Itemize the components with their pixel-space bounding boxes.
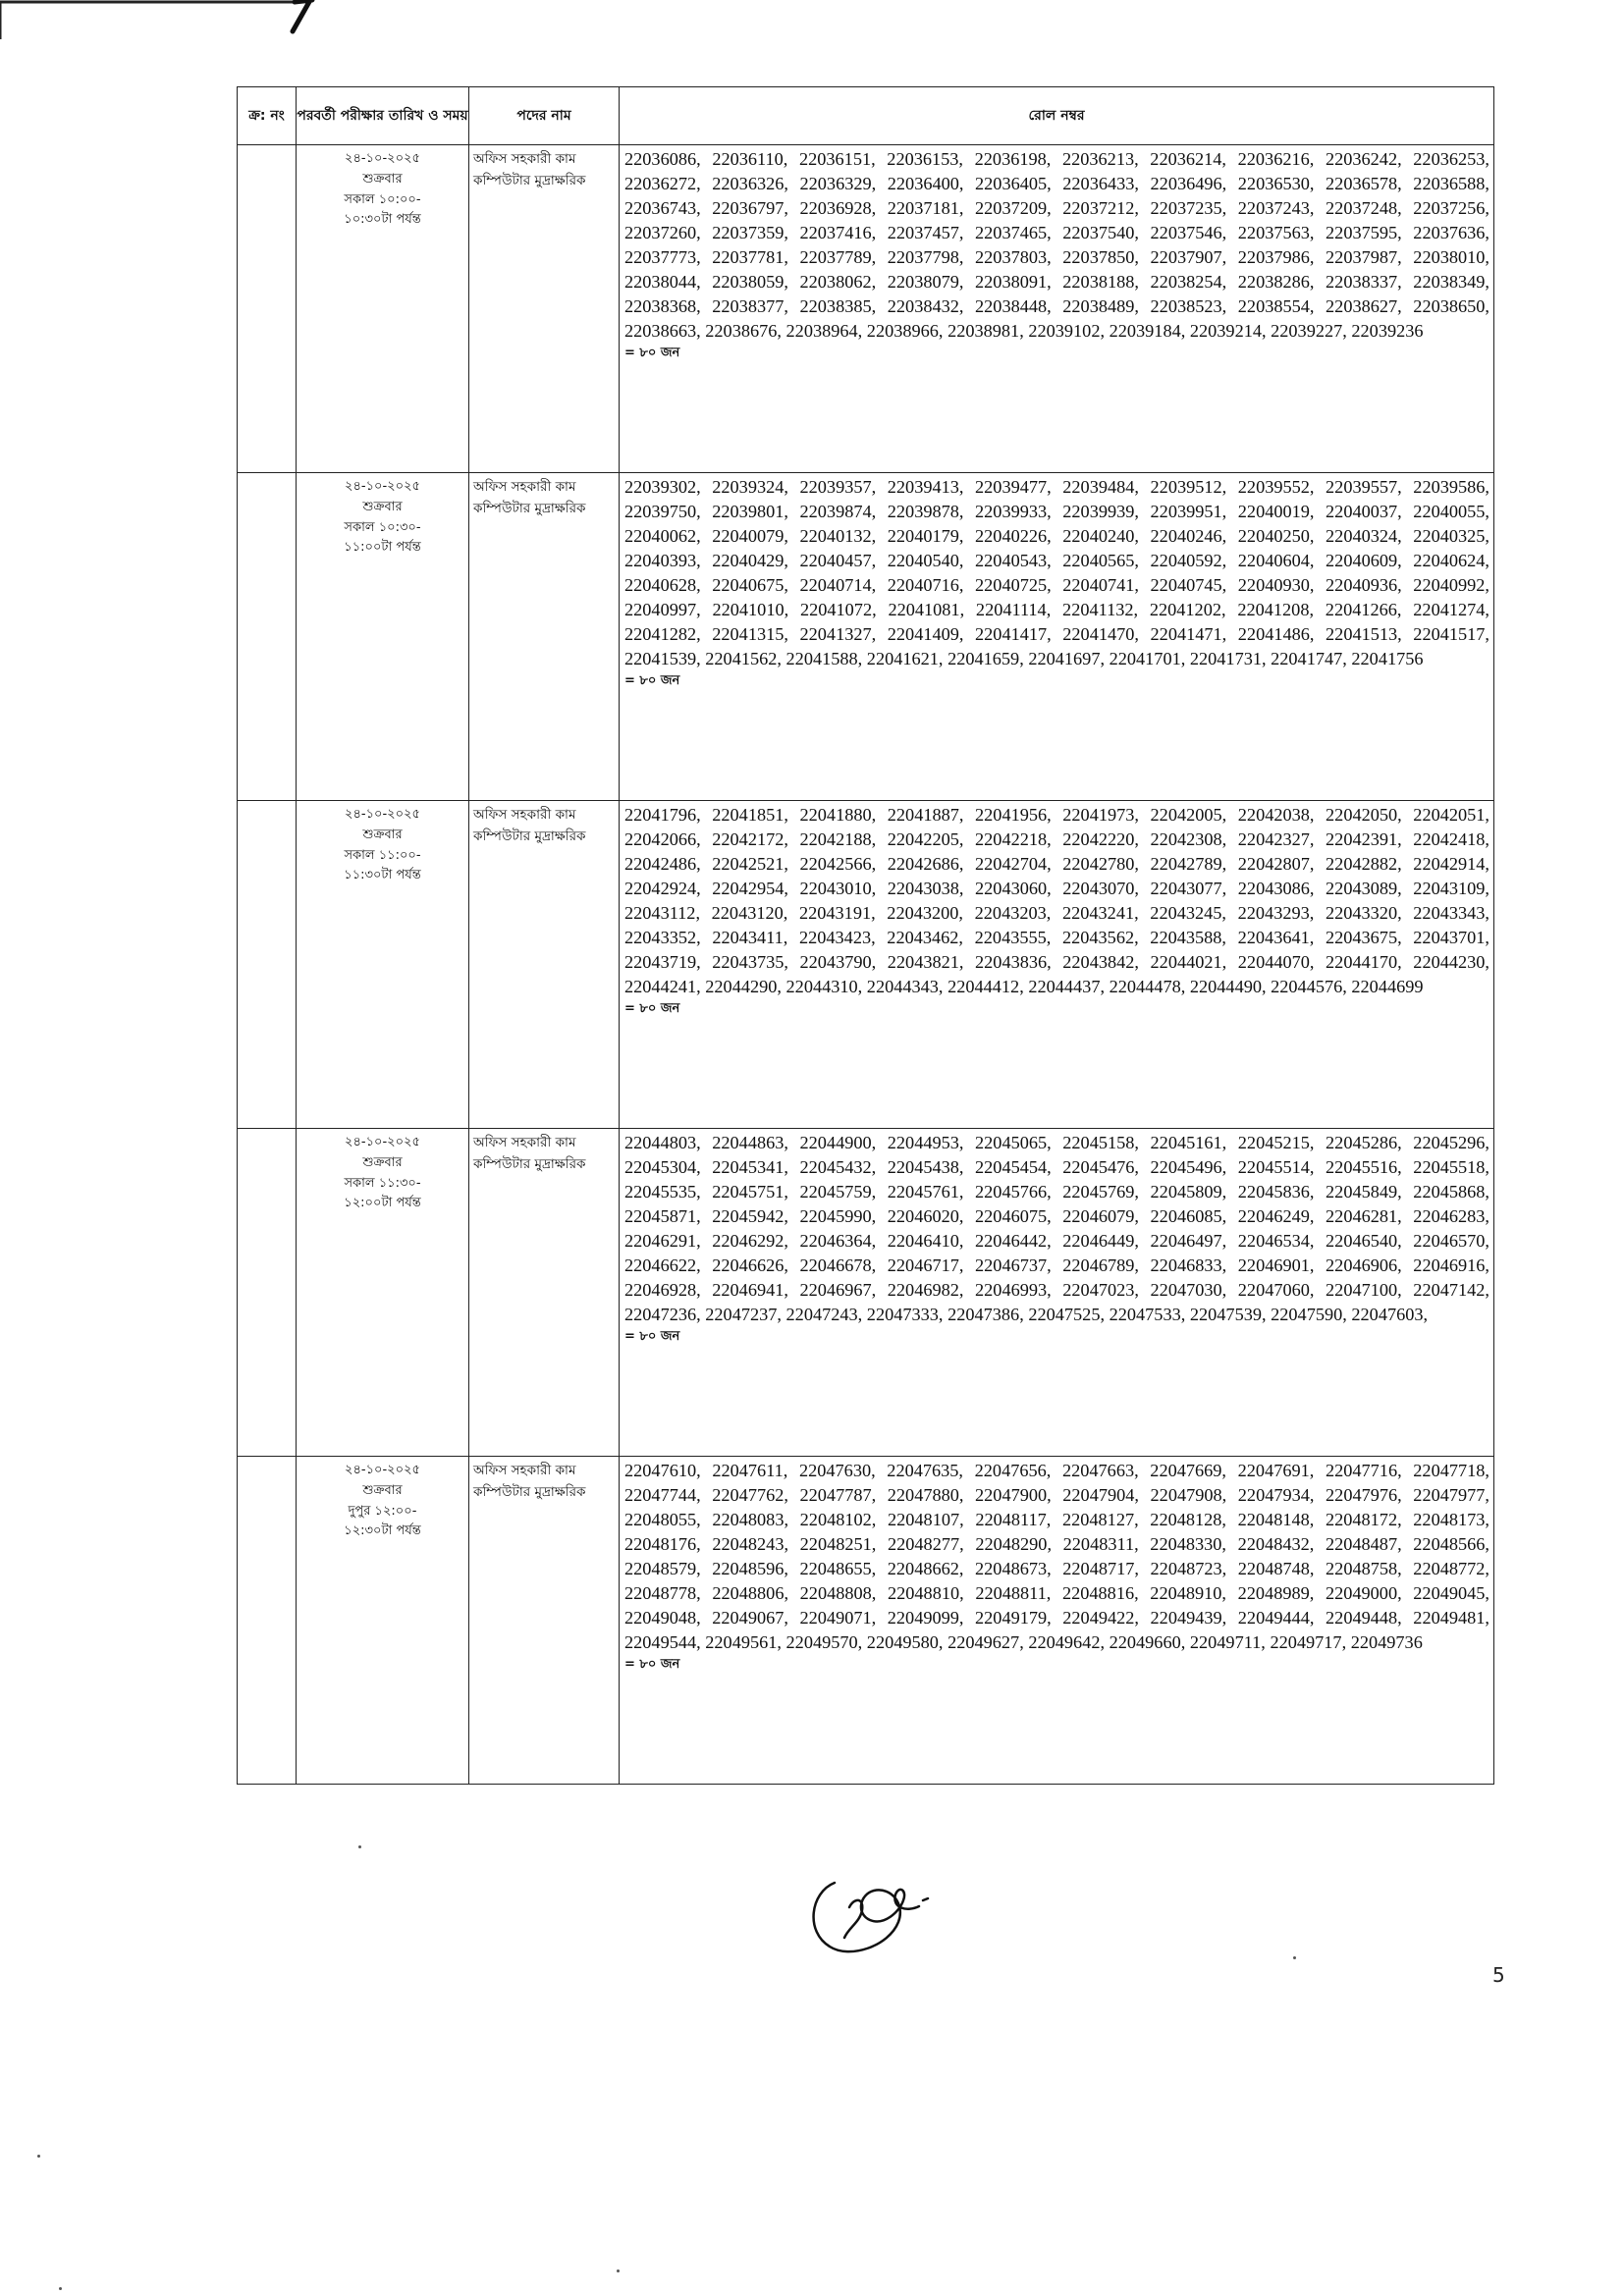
serial-cell (238, 473, 297, 801)
exam-time-end: ১২:৩০টা পর্যন্ত (344, 1523, 421, 1539)
roll-number-list: 22041796, 22041851, 22041880, 22041887, 22041956, 22041973, 22042005, 22042038, 22042050, 22042051, 22042066, 22042172, 22042188, 22042205, 22042218, 22042220, 22042308, 22042327, 22042391, 22042418, 22042486, 22042521, 22042566, 22042686, 22042704, 22042780, 22042789, 22042807, 22042882, 22042914, 22042924, 22042954, 22043010, 22043038, 22043060, 22043070, 22043077, 22043086, 22043089, 22043109, 22043112, 22043120, 22043191, 22043200, 22043203, 22043241, 22043245, 22043293, 22043320, 22043343, 22043352, 22043411, 22043423, 22043462, 22043555, 22043562, 22043588, 22043641, 22043675, 22043701, 22043719, 22043735, 22043790, 22043821, 22043836, 22043842, 22044021, 22044070, 22044170, 22044230, 22044241, 22044290, 22044310, 22044343, 22044412, 22044437, 22044478, 22044490, 22044576, 22044699 (624, 805, 1489, 996)
header-roll-numbers: রোল নম্বর (620, 87, 1494, 145)
serial-cell (238, 801, 297, 1129)
date-time-cell (297, 1129, 469, 1457)
exam-day: শুক্রবার (362, 827, 403, 842)
exam-day: শুক্রবার (362, 499, 403, 514)
scan-speck (617, 2269, 620, 2272)
scan-speck (37, 2155, 40, 2158)
header-post-name: পদের নাম (469, 87, 620, 145)
exam-time-start: সকাল ১০:০০- (344, 191, 421, 207)
candidate-total: = ৮০ জন (624, 1329, 680, 1344)
exam-date: ২৪-১০-২০২৫ (345, 1135, 420, 1149)
post-name-cell: অফিস সহকারী কাম কম্পিউটার মুদ্রাক্ষরিক (469, 1129, 620, 1457)
exam-time-end: ১১:০০টা পর্যন্ত (344, 540, 421, 556)
roll-numbers-cell (620, 145, 1494, 473)
exam-time-end: ১০:৩০টা পর্যন্ত (344, 212, 421, 228)
table-row (238, 473, 1494, 801)
table-row (238, 1457, 1494, 1785)
date-time-cell (297, 473, 469, 801)
scan-corner-mark (0, 0, 324, 39)
header-date-time: পরবর্তী পরীক্ষার তারিখ ও সময় (297, 87, 469, 145)
scan-speck (358, 1845, 361, 1848)
scan-speck (59, 2287, 62, 2290)
exam-time-start: দুপুর ১২:০০- (348, 1503, 417, 1519)
exam-time-end: ১১:৩০টা পর্যন্ত (344, 868, 421, 883)
exam-day: শুক্রবার (362, 1482, 403, 1498)
candidate-total: = ৮০ জন (624, 1001, 680, 1016)
roll-numbers-cell (620, 801, 1494, 1129)
candidate-total: = ৮০ জন (624, 346, 680, 360)
exam-time-start: সকাল ১১:৩০- (344, 1175, 421, 1191)
roll-number-list: 22044803, 22044863, 22044900, 22044953, 22045065, 22045158, 22045161, 22045215, 22045286, 22045296, 22045304, 22045341, 22045432, 22045438, 22045454, 22045476, 22045496, 22045514, 22045516, 22045518, 22045535, 22045751, 22045759, 22045761, 22045766, 22045769, 22045809, 22045836, 22045849, 22045868, 22045871, 22045942, 22045990, 22046020, 22046075, 22046079, 22046085, 22046249, 22046281, 22046283, 22046291, 22046292, 22046364, 22046410, 22046442, 22046449, 22046497, 22046534, 22046540, 22046570, 22046622, 22046626, 22046678, 22046717, 22046737, 22046789, 22046833, 22046901, 22046906, 22046916, 22046928, 22046941, 22046967, 22046982, 22046993, 22047023, 22047030, 22047060, 22047100, 22047142, 22047236, 22047237, 22047243, 22047333, 22047386, 22047525, 22047533, 22047539, 22047590, 22047603, (624, 1133, 1489, 1324)
exam-time-end: ১২:০০টা পর্যন্ত (344, 1196, 421, 1211)
post-name-cell: অফিস সহকারী কাম কম্পিউটার মুদ্রাক্ষরিক (469, 473, 620, 801)
exam-schedule-table (237, 86, 1494, 1785)
date-time-cell (297, 145, 469, 473)
exam-date: ২৪-১০-২০২৫ (345, 1463, 420, 1477)
signature (805, 1853, 962, 1961)
serial-cell (238, 145, 297, 473)
serial-cell (238, 1457, 297, 1785)
roll-numbers-cell (620, 1457, 1494, 1785)
post-name-cell: অফিস সহকারী কাম কম্পিউটার মুদ্রাক্ষরিক (469, 801, 620, 1129)
table-header-row (238, 87, 1494, 145)
roll-numbers-cell (620, 1129, 1494, 1457)
exam-day: শুক্রবার (362, 1154, 403, 1170)
roll-number-list: 22039302, 22039324, 22039357, 22039413, 22039477, 22039484, 22039512, 22039552, 22039557, 22039586, 22039750, 22039801, 22039874, 22039878, 22039933, 22039939, 22039951, 22040019, 22040037, 22040055, 22040062, 22040079, 22040132, 22040179, 22040226, 22040240, 22040246, 22040250, 22040324, 22040325, 22040393, 22040429, 22040457, 22040540, 22040543, 22040565, 22040592, 22040604, 22040609, 22040624, 22040628, 22040675, 22040714, 22040716, 22040725, 22040741, 22040745, 22040930, 22040936, 22040992, 22040997, 22041010, 22041072, 22041081, 22041114, 22041132, 22041202, 22041208, 22041266, 22041274, 22041282, 22041315, 22041327, 22041409, 22041417, 22041470, 22041471, 22041486, 22041513, 22041517, 22041539, 22041562, 22041588, 22041621, 22041659, 22041697, 22041701, 22041731, 22041747, 22041756 (624, 477, 1489, 668)
candidate-total: = ৮০ জন (624, 673, 680, 688)
exam-date: ২৪-১০-২০২৫ (345, 807, 420, 822)
scan-speck (1293, 1956, 1296, 1959)
table-row (238, 1129, 1494, 1457)
roll-number-list: 22036086, 22036110, 22036151, 22036153, 22036198, 22036213, 22036214, 22036216, 22036242, 22036253, 22036272, 22036326, 22036329, 22036400, 22036405, 22036433, 22036496, 22036530, 22036578, 22036588, 22036743, 22036797, 22036928, 22037181, 22037209, 22037212, 22037235, 22037243, 22037248, 22037256, 22037260, 22037359, 22037416, 22037457, 22037465, 22037540, 22037546, 22037563, 22037595, 22037636, 22037773, 22037781, 22037789, 22037798, 22037803, 22037850, 22037907, 22037986, 22037987, 22038010, 22038044, 22038059, 22038062, 22038079, 22038091, 22038188, 22038254, 22038286, 22038337, 22038349, 22038368, 22038377, 22038385, 22038432, 22038448, 22038489, 22038523, 22038554, 22038627, 22038650, 22038663, 22038676, 22038964, 22038966, 22038981, 22039102, 22039184, 22039214, 22039227, 22039236 (624, 149, 1489, 341)
exam-date: ২৪-১০-২০২৫ (345, 151, 420, 166)
serial-cell (238, 1129, 297, 1457)
roll-number-list: 22047610, 22047611, 22047630, 22047635, 22047656, 22047663, 22047669, 22047691, 22047716, 22047718, 22047744, 22047762, 22047787, 22047880, 22047900, 22047904, 22047908, 22047934, 22047976, 22047977, 22048055, 22048083, 22048102, 22048107, 22048117, 22048127, 22048128, 22048148, 22048172, 22048173, 22048176, 22048243, 22048251, 22048277, 22048290, 22048311, 22048330, 22048432, 22048487, 22048566, 22048579, 22048596, 22048655, 22048662, 22048673, 22048717, 22048723, 22048748, 22048758, 22048772, 22048778, 22048806, 22048808, 22048810, 22048811, 22048816, 22048910, 22048989, 22049000, 22049045, 22049048, 22049067, 22049071, 22049099, 22049179, 22049422, 22049439, 22049444, 22049448, 22049481, 22049544, 22049561, 22049570, 22049580, 22049627, 22049642, 22049660, 22049711, 22049717, 22049736 (624, 1461, 1489, 1652)
table-row (238, 145, 1494, 473)
exam-time-start: সকাল ১০:৩০- (344, 519, 421, 535)
date-time-cell (297, 801, 469, 1129)
candidate-total: = ৮০ জন (624, 1657, 680, 1672)
table-row (238, 801, 1494, 1129)
post-name-cell: অফিস সহকারী কাম কম্পিউটার মুদ্রাক্ষরিক (469, 145, 620, 473)
date-time-cell (297, 1457, 469, 1785)
header-serial: ক্র: নং (238, 87, 297, 145)
roll-numbers-cell (620, 473, 1494, 801)
exam-date: ২৪-১০-২০২৫ (345, 479, 420, 494)
page-number: 5 (1492, 1963, 1505, 1987)
post-name-cell: অফিস সহকারী কাম কম্পিউটার মুদ্রাক্ষরিক (469, 1457, 620, 1785)
exam-time-start: সকাল ১১:০০- (344, 847, 421, 863)
exam-day: শুক্রবার (362, 171, 403, 187)
